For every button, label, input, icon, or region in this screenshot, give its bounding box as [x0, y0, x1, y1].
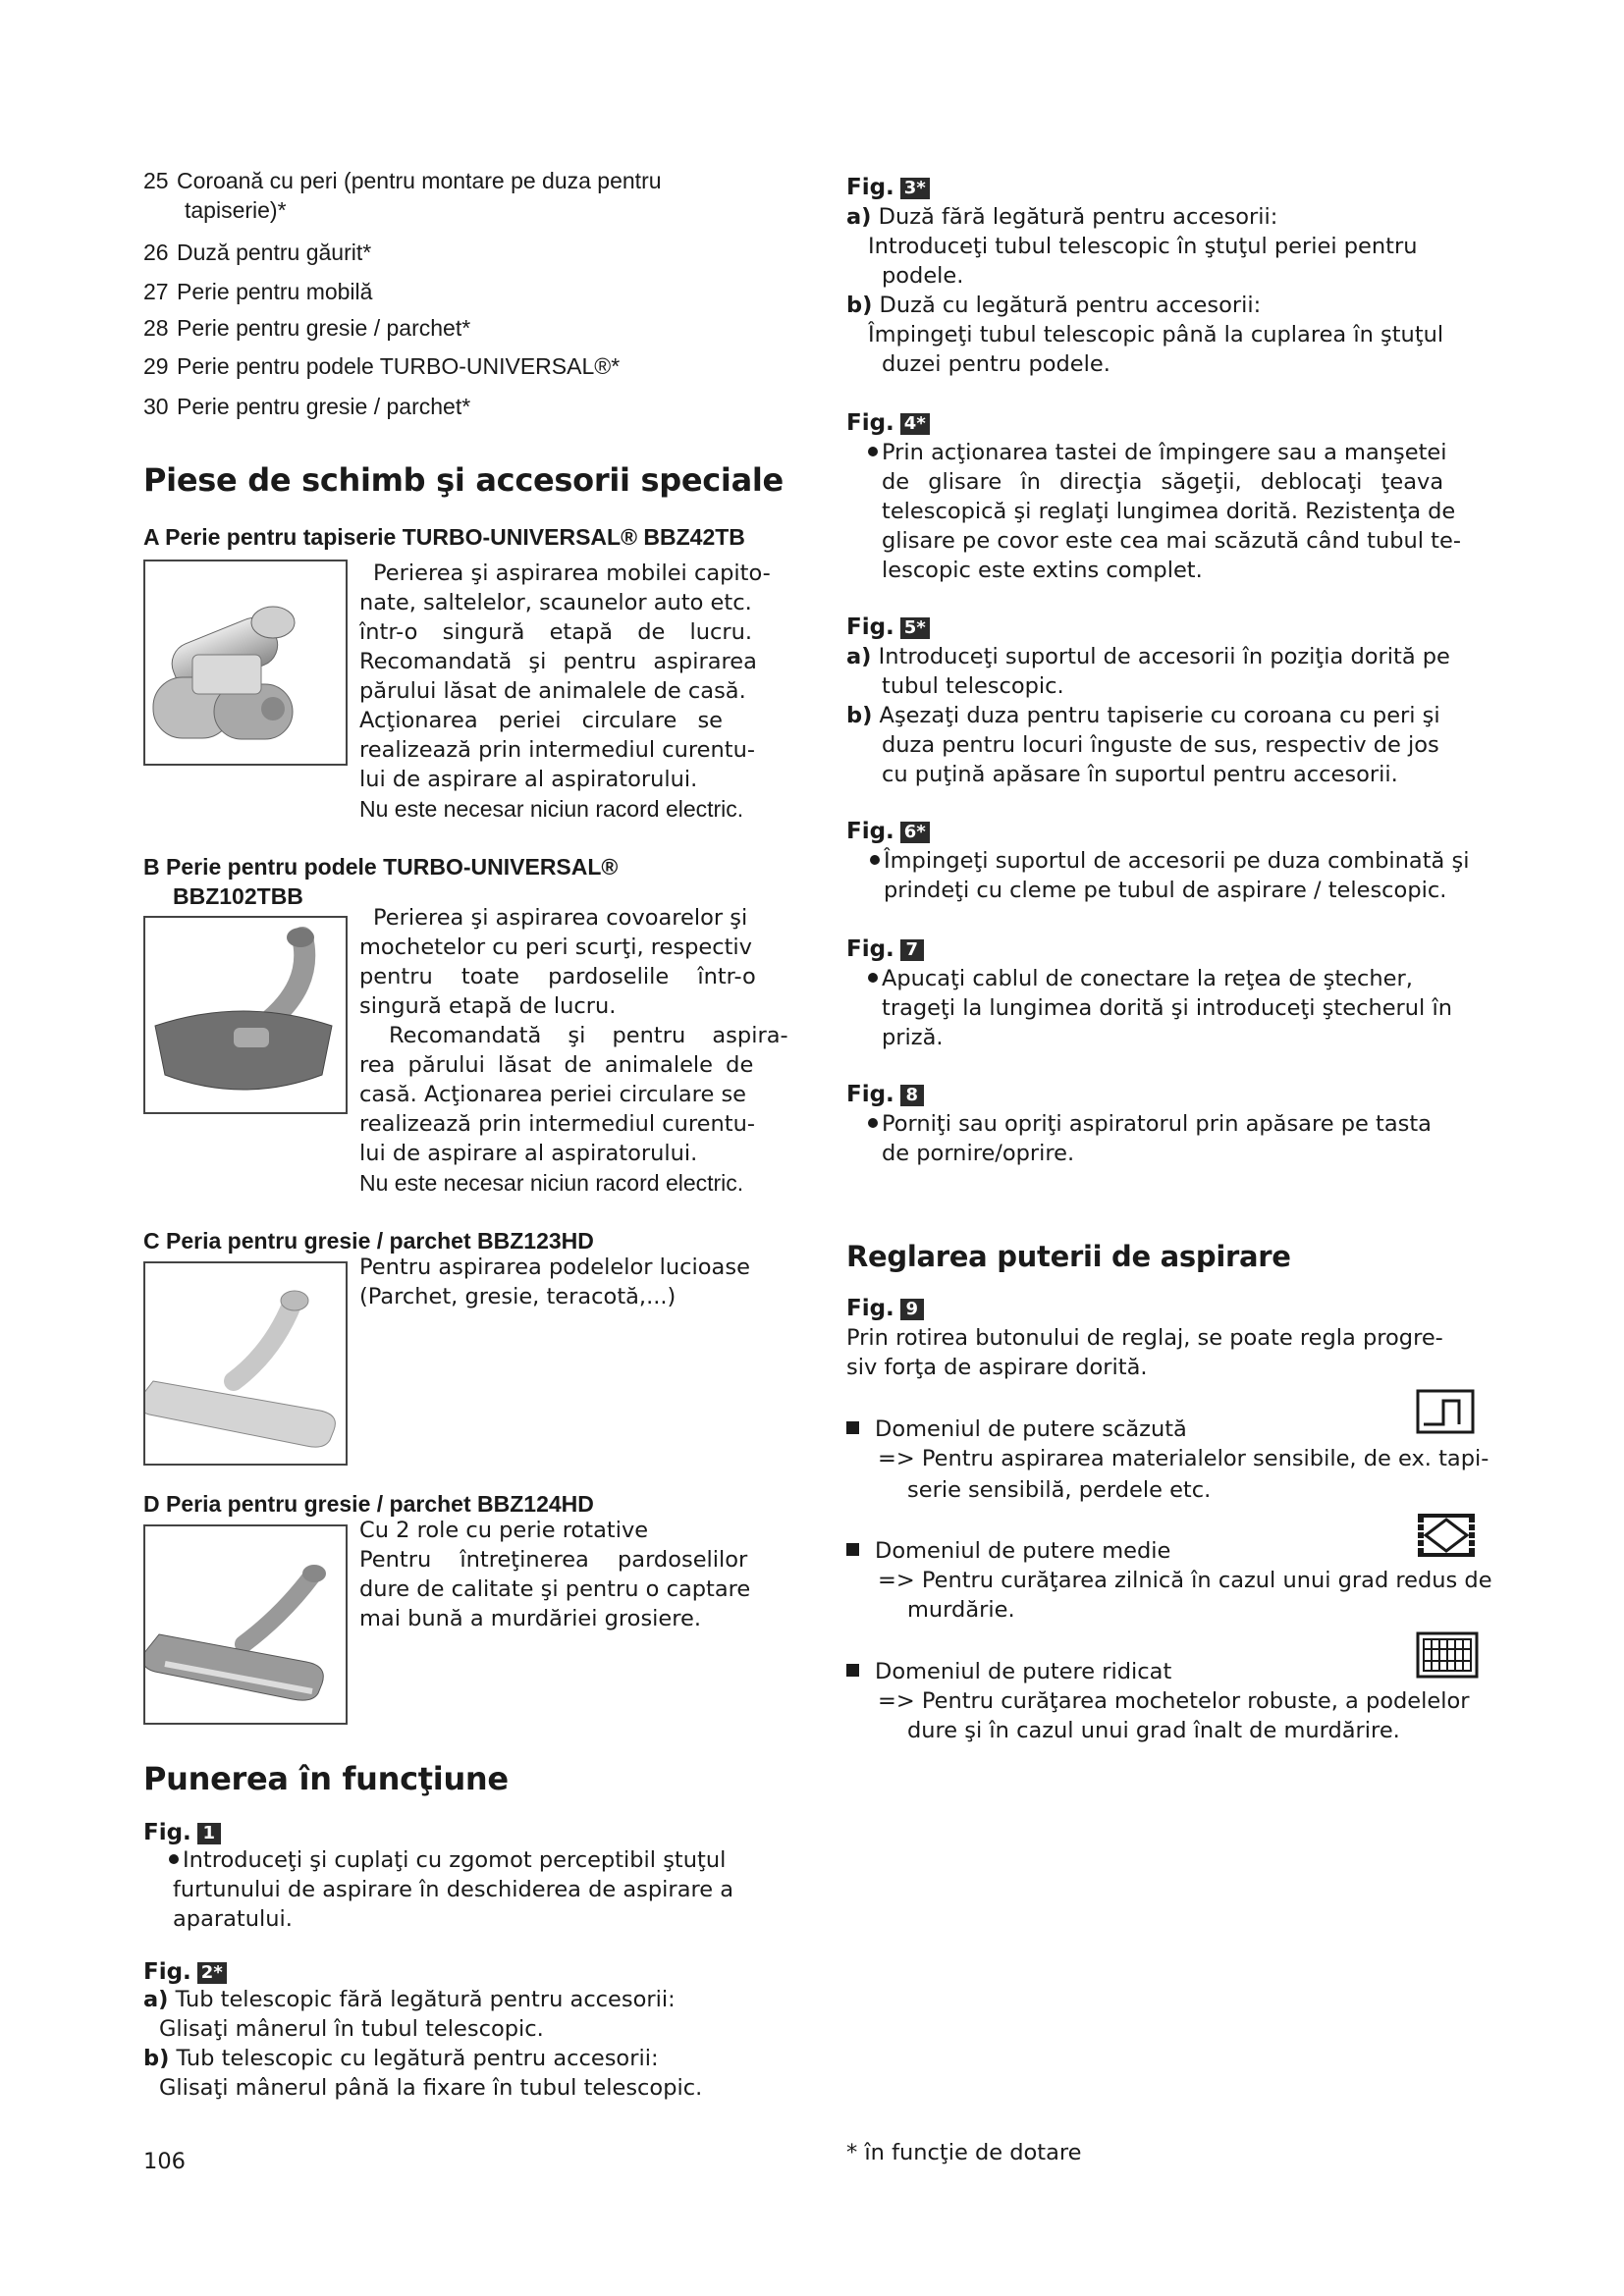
medium-power-icon: [1416, 1512, 1477, 1559]
list-item: 27 Perie pentru mobilă: [143, 279, 373, 304]
low-power-icon: [1416, 1389, 1475, 1434]
fig-7-label: Fig. 7: [846, 934, 924, 964]
turbo-floor-brush-icon: [145, 918, 346, 1112]
bullet-icon: [846, 1543, 859, 1556]
bullet-icon: [846, 1664, 859, 1677]
fig-badge: 9: [900, 1299, 924, 1320]
fig-1-text: Introduceţi şi cuplaţi cu zgomot perceptibil ştuţul furtunului de aspirare în deschiderea de aspirare a aparatului.: [169, 1845, 797, 1934]
fig-badge: 6*: [900, 822, 930, 843]
bullet-icon: [846, 1421, 859, 1434]
fig-4-label: Fig. 4*: [846, 408, 930, 438]
fig-badge: 1: [197, 1823, 221, 1844]
fig-badge: 5*: [900, 617, 930, 639]
power-level-low-desc-cont: serie sensibilă, perdele etc.: [907, 1477, 1212, 1503]
page-number: 106: [143, 2149, 186, 2174]
bullet-icon: [169, 1854, 179, 1864]
hard-floor-brush-d-icon: [145, 1526, 346, 1723]
fig-1-label: Fig. 1: [143, 1818, 221, 1847]
fig-badge: 3*: [900, 178, 930, 199]
power-level-medium-desc: => Pentru curăţarea zilnică în cazul unui grad redus de: [878, 1568, 1492, 1593]
accessory-a-title: A Perie pentru tapiserie TURBO-UNIVERSAL® BBZ42TB: [143, 524, 745, 550]
hard-floor-brush-d-image: [143, 1524, 348, 1725]
fig-badge: 2*: [197, 1962, 227, 1984]
hard-floor-brush-c-icon: [145, 1263, 346, 1464]
fig-badge: 7: [900, 939, 924, 961]
fig-badge: 8: [900, 1085, 924, 1106]
list-item: 29 Perie pentru podele TURBO-UNIVERSAL®*: [143, 353, 621, 379]
bullet-icon: [868, 447, 878, 456]
accessory-b-title: B Perie pentru podele TURBO-UNIVERSAL®: [143, 854, 619, 880]
fig-7-text: Apucaţi cablul de conectare la reţea de ştecher, trageţi la lungimea dorită şi introduceţi ştecherul în priză.: [868, 964, 1494, 1052]
accessory-b-model: BBZ102TBB: [173, 883, 303, 909]
commissioning-heading: Punerea în funcţiune: [143, 1760, 509, 1797]
fig-6-label: Fig. 6*: [846, 817, 930, 846]
fig-badge: 4*: [900, 413, 930, 435]
accessory-a-description: Perierea şi aspirarea mobilei capito- nate, saltelelor, scaunelor auto etc. într-o singură etapă de lucru. Recomandată şi pentru aspirarea părului lăsat de animalele de casă. Acţionarea periei circulare se realizează prin intermediul curentu- lui de aspirare al aspiratorului.: [359, 561, 771, 792]
accessory-d-description: Cu 2 role cu perie rotative Pentru întreţinerea pardoselilor dure de calitate şi pentru o captare mai bună a murdăriei grosiere.: [359, 1518, 751, 1631]
fig-4-text: Prin acţionarea tastei de împingere sau a manşetei de glisare în direcţia săgeţii, deblocaţi ţeava telescopică şi reglaţi lungimea dorită. Rezistenţa de glisare pe covor este cea mai scăzută când tubul te- lescopic este extins complet.: [868, 438, 1494, 585]
fig-8-text: Porniţi sau opriţi aspiratorul prin apăsare pe tasta de pornire/oprire.: [868, 1109, 1494, 1168]
list-item-continuation: tapiserie)*: [185, 197, 287, 223]
power-level-high-desc-cont: dure şi în cazul unui grad înalt de murdărire.: [907, 1718, 1400, 1743]
bullet-icon: [868, 1118, 878, 1128]
list-item: 28 Perie pentru gresie / parchet*: [143, 315, 471, 341]
footnote: * în funcţie de dotare: [846, 2140, 1082, 2165]
parts-list: [143, 166, 811, 225]
list-item: 26 Duză pentru găurit*: [143, 240, 372, 265]
turbo-floor-brush-image: [143, 916, 348, 1114]
suction-power-heading: Reglarea puterii de aspirare: [846, 1240, 1291, 1273]
accessory-b-description: Perierea şi aspirarea covoarelor şi mochetelor cu peri scurţi, respectiv pentru toate pardoselile într-o singură etapă de lucru. Recomandată şi pentru aspira- rea părului lăsat de animalele de casă. Acţionarea periei circulare se realizează prin intermediul curentu- lui de aspirare al aspiratorului.: [359, 905, 788, 1166]
fig-3-label: Fig. 3*: [846, 173, 930, 202]
bullet-icon: [870, 855, 880, 865]
power-level-high: Domeniul de putere ridicat: [846, 1657, 1171, 1686]
accessory-c-title: C Peria pentru gresie / parchet BBZ123HD: [143, 1228, 594, 1254]
fig-5-text: a) Introduceţi suportul de accesorii în poziţia dorită pe tubul telescopic. b) Aşezaţi duza pentru tapiserie cu coroana cu peri şi duza pentru locuri înguste de sus, respectiv de jos cu puţină apăsare în suportul pentru accesorii.: [846, 644, 1450, 787]
fig-6-text: Împingeţi suportul de accesorii pe duza combinată şi prindeţi cu cleme pe tubul de aspirare / telescopic.: [870, 846, 1494, 905]
list-item: 30 Perie pentru gresie / parchet*: [143, 394, 471, 419]
spare-parts-heading: Piese de schimb şi accesorii speciale: [143, 461, 784, 499]
fig-2-text: a) Tub telescopic fără legătură pentru accesorii: Glisaţi mânerul în tubul telescopic. b) Tub telescopic cu legătură pentru accesorii: Glisaţi mânerul până la fixare în tubul telescopic.: [143, 1987, 703, 2101]
fig-2-label: Fig. 2*: [143, 1957, 227, 1987]
accessory-a-note: Nu este necesar niciun racord electric.: [359, 796, 744, 822]
power-level-medium-desc-cont: murdărie.: [907, 1597, 1015, 1623]
power-level-high-desc: => Pentru curăţarea mochetelor robuste, a podelelor: [878, 1688, 1470, 1714]
bullet-icon: [868, 973, 878, 983]
accessory-b-note: Nu este necesar niciun racord electric.: [359, 1170, 744, 1196]
accessory-c-description: Pentru aspirarea podelelor lucioase (Parchet, gresie, teracotă,...): [359, 1255, 750, 1309]
power-level-medium: Domeniul de putere medie: [846, 1536, 1170, 1566]
power-level-low: Domeniul de putere scăzută: [846, 1415, 1187, 1444]
fig-8-label: Fig. 8: [846, 1080, 924, 1109]
fig-5-label: Fig. 5*: [846, 613, 930, 642]
accessory-d-title: D Peria pentru gresie / parchet BBZ124HD: [143, 1491, 594, 1517]
suction-power-intro: Prin rotirea butonului de reglaj, se poate regla progre- siv forţa de aspirare dorită.: [846, 1325, 1443, 1380]
list-item: 25 Coroană cu peri (pentru montare pe duza pentru: [143, 168, 662, 193]
fig-9-label: Fig. 9: [846, 1294, 924, 1323]
turbo-upholstery-brush-icon: [145, 561, 346, 764]
hard-floor-brush-c-image: [143, 1261, 348, 1466]
turbo-upholstery-brush-image: [143, 560, 348, 766]
fig-3-text: a) Duză fără legătură pentru accesorii: Introduceţi tubul telescopic în ştuţul periei pentru podele. b) Duză cu legătură pentru accesorii: Împingeţi tubul telescopic până la cuplarea în ştuţul duzei pentru podele.: [846, 204, 1444, 377]
high-power-icon: [1416, 1631, 1479, 1679]
power-level-low-desc: => Pentru aspirarea materialelor sensibile, de ex. tapi-: [878, 1446, 1489, 1471]
